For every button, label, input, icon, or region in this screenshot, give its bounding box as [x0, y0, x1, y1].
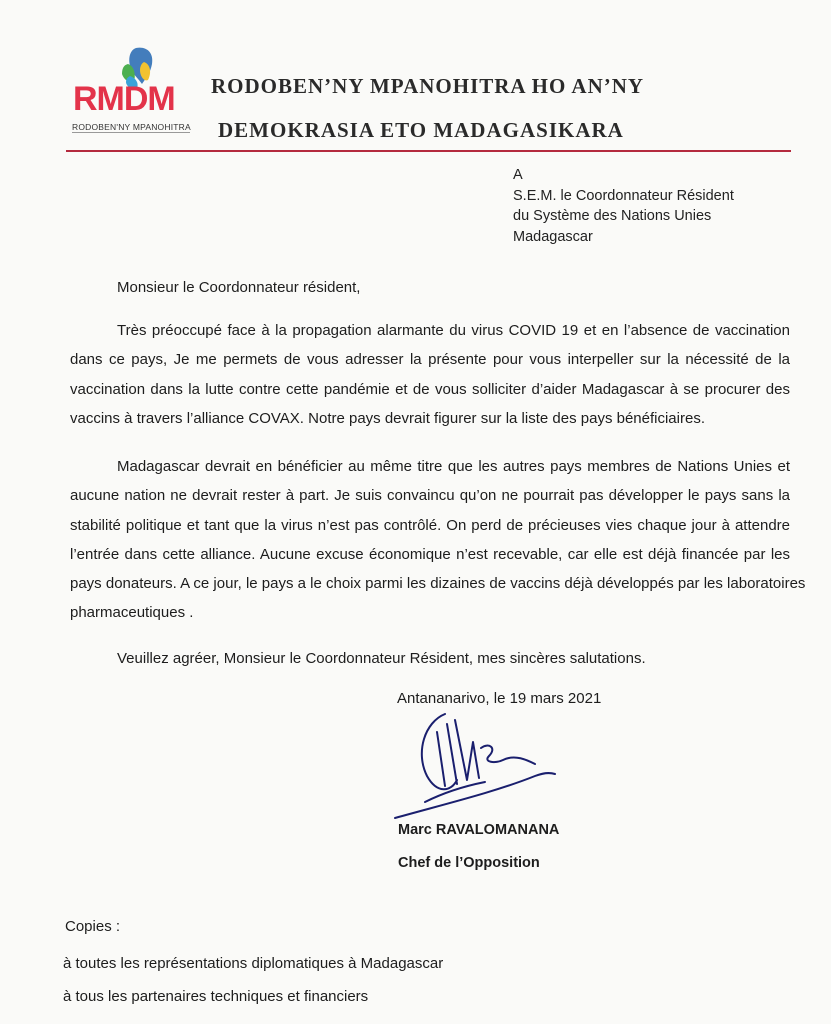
party-name-line-2: DEMOKRASIA ETO MADAGASIKARA — [218, 118, 624, 142]
recipient-line: Madagascar — [513, 228, 593, 245]
copies-item: à toutes les représentations diplomatiques à Madagascar — [63, 955, 444, 972]
copies-item: à tous les partenaires techniques et financiers — [63, 988, 369, 1005]
signer-title: Chef de l’Opposition — [398, 855, 540, 871]
paragraph-line: vaccination dans la lutte contre cette pandémie et de vous solliciter d’aider Madagascar à se procurer des — [70, 380, 790, 398]
closing-formula: Veuillez agréer, Monsieur le Coordonnateur Résident, mes sincères salutations. — [117, 650, 646, 667]
recipient-to: A — [513, 167, 523, 183]
paragraph-2 — [70, 452, 806, 628]
logo-wordmark: RMDM — [73, 80, 175, 118]
logo-caption-rule — [72, 132, 190, 135]
paragraph-line: dans ce pays, Je me permets de vous adresser la présente pour vous interpeller sur la nécessité de la — [70, 351, 790, 369]
paragraph-line: Madagascar devrait en bénéficier au même titre que les autres pays membres de Nations Unies et — [117, 458, 790, 475]
party-logo — [66, 44, 196, 140]
paragraph-line: stabilité politique et tant que la virus n’est pas contrôlé. On perd de précieuses vies chaque jour à attendre — [70, 516, 790, 534]
salutation: Monsieur le Coordonnateur résident, — [117, 279, 361, 296]
header-divider — [66, 150, 791, 152]
place-and-date: Antananarivo, le 19 mars 2021 — [397, 690, 602, 707]
paragraph-line: aucune nation ne devrait rester à part. Je suis convaincu qu’on ne pourrait pas développer le pays sans la — [70, 487, 790, 505]
paragraph-line: vaccins à travers l’alliance COVAX. Notre pays devrait figurer sur la liste des pays bénéficiaires. — [70, 409, 705, 427]
paragraph-line: pays donateurs. A ce jour, le pays a le choix parmi les dizaines de vaccins déjà développés par les laboratoires — [70, 575, 806, 593]
recipient-block — [513, 165, 734, 247]
handwritten-signature — [385, 702, 575, 822]
copies-label: Copies : — [65, 918, 121, 935]
paragraph-line: Très préoccupé face à la propagation alarmante du virus COVID 19 et en l’absence de vaccination — [117, 322, 790, 339]
paragraph-line: pharmaceutiques . — [70, 604, 194, 622]
party-name-line-1: RODOBEN’NY MPANOHITRA HO AN’NY — [211, 74, 645, 98]
recipient-line: du Système des Nations Unies — [513, 208, 712, 224]
logo-caption: RODOBEN'NY MPANOHITRA — [72, 122, 191, 132]
recipient-line: S.E.M. le Coordonnateur Résident — [513, 187, 734, 204]
paragraph-1 — [70, 316, 790, 433]
paragraph-line: l’entrée dans cette alliance. Aucune excuse économique n’est recevable, car elle est déjà financée par les — [70, 545, 790, 563]
signer-name: Marc RAVALOMANANA — [398, 822, 560, 838]
